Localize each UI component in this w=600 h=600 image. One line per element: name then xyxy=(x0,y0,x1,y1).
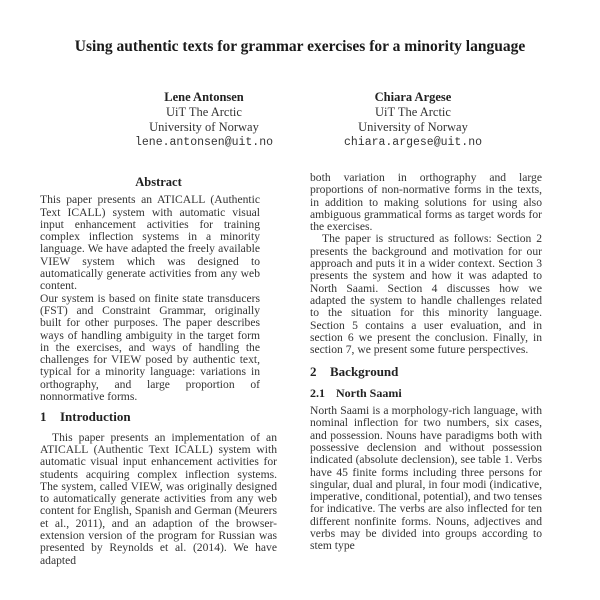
abstract-paragraph: Our system is based on finite state transducers (FST) and Constraint Grammar, originally built for other purposes. The paper describes ways of handling ambiguity in the target form in the exercises, and ways of handling the challenges for VIEW posed by authentic text, typical for a minority language: variations in orthography, and large proportion of nonnormative forms. xyxy=(40,291,260,404)
introduction-paragraph: This paper presents an implementation of an ATICALL (Authentic Text ICALL) system with automatic visual input enhancement activities for students acquiring complex inflection systems. The system, called VIEW, was originally designed to automatically generate activities from any web content for English, Spanish and German (Meurers et al., 2011), and an adaption of the browser-extension version of the program for Russian was presented by Reynolds et al. (2014). We have adapted xyxy=(40,430,277,567)
subsection-number: 2.1 xyxy=(310,385,325,400)
subsection-heading-north-saami xyxy=(310,387,542,399)
section-number: 2 xyxy=(310,364,317,380)
author-name: Lene Antonsen xyxy=(164,90,244,104)
author-affiliation: University of Norway xyxy=(149,120,259,134)
author-email: chiara.argese@uit.no xyxy=(343,136,483,149)
author-email: lene.antonsen@uit.no xyxy=(134,136,274,149)
section-heading-introduction xyxy=(40,411,277,423)
section-heading-background xyxy=(310,366,542,378)
section-number: 1 xyxy=(40,409,47,425)
structure-paragraph: The paper is structured as follows: Section 2 presents the background and motivation for our approach and puts it in a wider context. Section 3 presents the system and how it was adapted to North Saami. Section 4 discusses how we adapted the system to handle challenges related to the situation for this minority language. Section 5 contains a user evaluation, and in section 6 we present the conclusion. Finally, in section 7, we present some future perspectives. xyxy=(310,232,542,357)
author-affiliation: University of Norway xyxy=(358,120,468,134)
left-column xyxy=(40,172,277,567)
section-title: Background xyxy=(330,364,399,380)
abstract-heading: Abstract xyxy=(135,175,182,189)
right-column xyxy=(310,172,542,553)
author-name: Chiara Argese xyxy=(374,90,452,104)
north-saami-paragraph: North Saami is a morphology-rich language, with nominal inflection for two numbers, six cases, and possession. Nouns have paradigms both with possessive declension and without possession indicated (absolute declension), see table 1. Verbs have 45 finite forms including three persons for singular, dual and plural, in four modi (indicative, imperative, conditional, potential), and two tenses for indicative. The verbs are also inflected for ten different nonfinite forms. Nouns, adjectives and verbs may be divided into groups according to stem type xyxy=(310,404,542,553)
abstract-paragraph: This paper presents an ATICALL (Authentic Text ICALL) system with automatic visual input enhancement activities for training complex inflection systems in a minority language. We have adapted the freely available VIEW system which was designed to automatically generate activities from any web content. xyxy=(40,193,260,293)
author-block-1 xyxy=(104,90,304,150)
author-block-2 xyxy=(313,90,513,150)
author-affiliation: UiT The Arctic xyxy=(166,105,242,119)
author-affiliation: UiT The Arctic xyxy=(375,105,451,119)
continuation-paragraph: both variation in orthography and large proportions of non-normative forms in the texts, in addition to making solutions for using also ambiguous grammatical forms as target words for the exercises. xyxy=(310,171,542,234)
section-title: Introduction xyxy=(60,409,131,425)
subsection-title: North Saami xyxy=(336,385,402,400)
paper-title: Using authentic texts for grammar exercises for a minority language xyxy=(74,38,526,55)
